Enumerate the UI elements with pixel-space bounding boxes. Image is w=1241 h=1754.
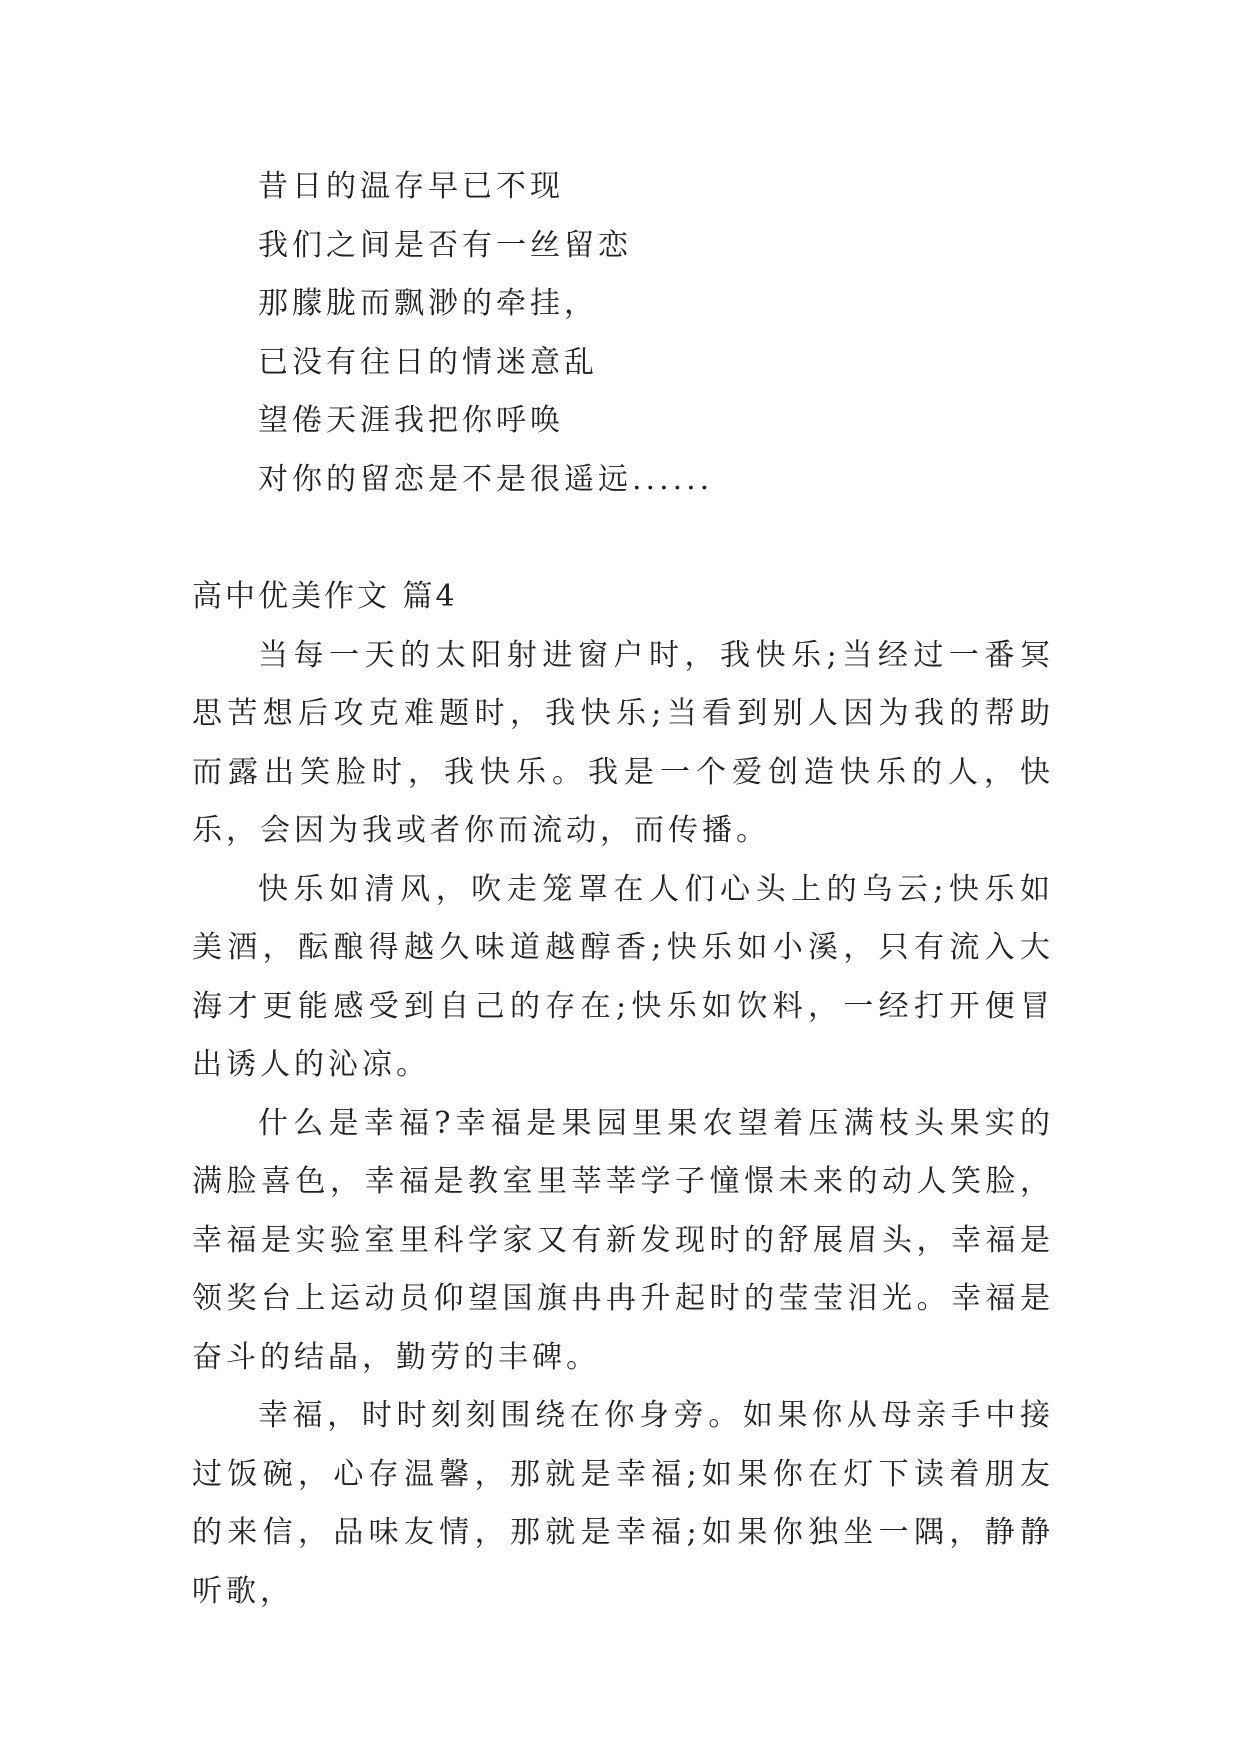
poem-line: 对你的留恋是不是很遥远...... — [258, 461, 714, 497]
poem-line: 那朦胧而飘渺的牵挂， — [258, 286, 598, 321]
poem-line: 已没有往日的情迷意乱 — [258, 344, 598, 380]
essay-paragraph: 幸福，时时刻刻围绕在你身旁。如果你从母亲手中接过饭碗，心存温馨，那就是幸福;如果你在灯下读着朋友的来信，品味友情，那就是幸福;如果你独坐一隅，静静听歌， — [192, 1398, 1054, 1609]
essay-paragraph: 快乐如清风，吹走笼罩在人们心头上的乌云;快乐如美酒，酝酿得越久味道越醇香;快乐如小溪，只有流入大海才更能感受到自己的存在;快乐如饮料，一经打开便冒出诱人的沁凉。 — [192, 871, 1054, 1082]
essay-paragraph: 什么是幸福?幸福是果园里果农望着压满枝头果实的满脸喜色，幸福是教室里莘莘学子憧憬未来的动人笑脸，幸福是实验室里科学家又有新发现时的舒展眉头，幸福是领奖台上运动员仰望国旗冉冉升起时的莹莹泪光。幸福是奋斗的结晶，勤劳的丰碑。 — [192, 1105, 1054, 1375]
poem-line: 望倦天涯我把你呼唤 — [258, 403, 564, 438]
poem-line: 昔日的温存早已不现 — [258, 169, 564, 204]
essay-heading: 高中优美作文 篇4 — [192, 579, 458, 614]
essay-section — [192, 568, 1054, 1621]
essay-paragraph: 当每一天的太阳射进窗户时，我快乐;当经过一番冥思苦想后攻克难题时，我快乐;当看到别人因为我的帮助而露出笑脸时，我快乐。我是一个爱创造快乐的人，快乐，会因为我或者你而流动，而传播。 — [192, 637, 1054, 848]
poem-block — [258, 158, 713, 509]
poem-line: 我们之间是否有一丝留恋 — [258, 227, 632, 263]
